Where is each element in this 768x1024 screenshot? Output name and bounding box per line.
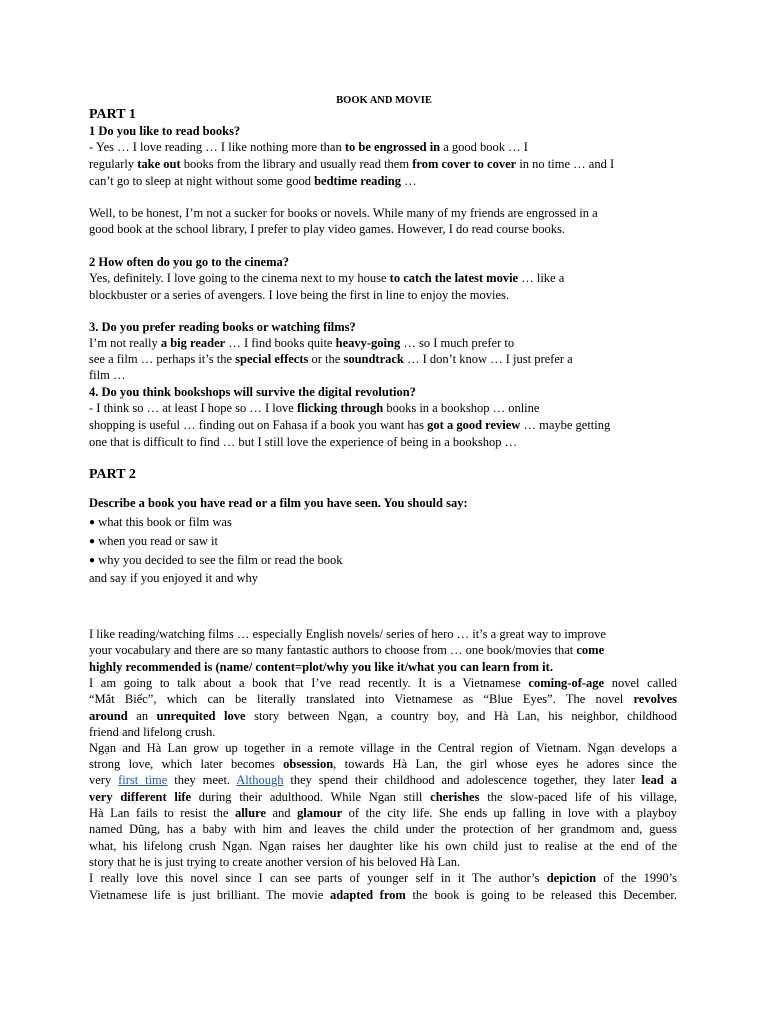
q2-answer-line: blockbuster or a series of avengers. I love being the first in line to enjoy the movies. (89, 288, 510, 302)
q4-answer-line: - I think so … at least I hope so … I love flicking through books in a bookshop … online (89, 401, 540, 415)
answer-line: “Mắt Biếc”, which can be literally translated into Vietnamese as “Blue Eyes”. The novel revolves (89, 692, 677, 706)
q3-question: 3. Do you prefer reading books or watching films? (89, 320, 356, 334)
answer-line: story that he is just trying to create another version of his beloved Hà Lan. (89, 855, 461, 869)
q2-question: 2 How often do you go to the cinema? (89, 255, 289, 269)
answer-line: I like reading/watching films … especially English novels/ series of hero … it’s a great way to improve (89, 627, 606, 641)
first-time-link[interactable]: first time (118, 773, 168, 787)
part1-heading: PART 1 (89, 107, 136, 122)
answer-line: Hà Lan fails to resist the allure and glamour of the city life. She ends up falling in love with a playboy (89, 806, 677, 820)
answer-line: Ngạn and Hà Lan grow up together in a remote village in the Central region of Vietnam. Ngạn develops a (89, 741, 677, 755)
answer-line: I am going to talk about a book that I’ve read recently. It is a Vietnamese coming-of-age novel called (89, 676, 677, 690)
answer-line: around an unrequited love story between Ngạn, a country boy, and Hà Lan, his neighbor, childhood (89, 709, 677, 723)
q1-alt-answer-line: Well, to be honest, I’m not a sucker for books or novels. While many of my friends are engrossed in a (89, 206, 598, 220)
answer-line: Vietnamese life is just brilliant. The movie adapted from the book is going to be released this December. (89, 888, 677, 902)
q1-question: 1 Do you like to read books? (89, 124, 241, 138)
q1-answer-line: - Yes … I love reading … I like nothing more than to be engrossed in a good book … I (89, 140, 528, 154)
bullet-item: ● what this book or film was (89, 515, 232, 529)
q4-answer-line: shopping is useful … finding out on Fahasa if a book you want has got a good review … maybe getting (89, 418, 611, 432)
part2-closing: and say if you enjoyed it and why (89, 571, 259, 585)
q4-question: 4. Do you think bookshops will survive the digital revolution? (89, 385, 416, 399)
part2-prompt: Describe a book you have read or a film you have seen. You should say: (89, 496, 468, 510)
answer-line: friend and lifelong crush. (89, 725, 216, 739)
although-link[interactable]: Although (236, 773, 284, 787)
answer-line: very first time they meet. Although they spend their childhood and adolescence together, they later lead a (89, 773, 677, 787)
answer-line: your vocabulary and there are so many fantastic authors to choose from … one book/movies that come (89, 643, 605, 657)
q3-answer-line: see a film … perhaps it’s the special effects or the soundtrack … I don’t know … I just prefer a (89, 352, 573, 366)
part2-heading: PART 2 (89, 467, 136, 482)
answer-line: very different life during their adulthood. While Ngan still cherishes the slow-paced life of his village, (89, 790, 677, 804)
bullet-icon: ● (89, 555, 96, 566)
bullet-item: ● when you read or saw it (89, 534, 218, 548)
q1-answer-line: can’t go to sleep at night without some good bedtime reading … (89, 174, 417, 188)
bullet-icon: ● (89, 536, 96, 547)
q2-answer-line: Yes, definitely. I love going to the cinema next to my house to catch the latest movie … like a (89, 271, 565, 285)
answer-line: I really love this novel since I can see parts of younger self in it The author’s depiction of the 1990’s (89, 871, 677, 885)
q3-answer-line: I’m not really a big reader … I find books quite heavy-going … so I much prefer to (89, 336, 515, 350)
answer-line: strong love, which later becomes obsession, towards Hà Lan, the girl whose eyes he adores since the (89, 757, 677, 771)
q4-answer-line: one that is difficult to find … but I still love the experience of being in a bookshop … (89, 435, 518, 449)
q1-alt-answer-line: good book at the school library, I prefer to play video games. However, I do read course books. (89, 222, 565, 236)
q3-answer-line: film … (89, 368, 126, 382)
q1-answer-line: regularly take out books from the library and usually read them from cover to cover in no time … and I (89, 157, 615, 171)
bullet-icon: ● (89, 517, 96, 528)
answer-line: highly recommended is (name/ content=plot/why you like it/what you can learn from it. (89, 660, 553, 674)
bullet-item: ● why you decided to see the film or read the book (89, 553, 343, 567)
document-title: BOOK AND MOVIE (336, 95, 432, 106)
answer-line: named Dũng, has a baby with him and leaves the child under the protection of her grandmom and, guess (89, 822, 677, 836)
answer-line: what, his lifelong crush Ngạn. Ngạn raises her daughter like his own child just to realise at the end of the (89, 839, 677, 853)
